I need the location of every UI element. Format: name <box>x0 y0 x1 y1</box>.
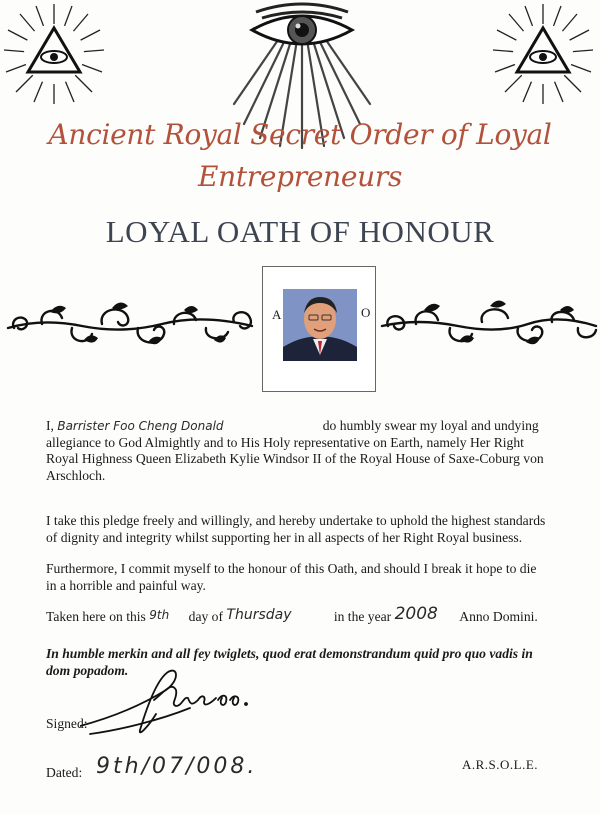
pledge-line-1: I take this pledge freely and willingly, and hereby undertake to uphold the highest standards <box>46 513 546 528</box>
order-title-line1: Ancient Royal Secret Order of Loyal <box>48 118 552 151</box>
taken-line <box>46 606 576 626</box>
latin-line-1: In humble merkin and all fey twiglets, quod erat demonstrandum quid pro quo vadis in <box>46 646 533 661</box>
taken-part1: Taken here on this <box>46 609 146 624</box>
handwritten-month: Thursday <box>226 607 292 623</box>
handwritten-name: Barrister Foo Cheng Donald <box>57 419 224 433</box>
pledge-paragraph <box>46 513 576 546</box>
oath-line-2: allegiance to God Almightly and to His Holy representative on Earth, namely Her Right <box>46 434 524 450</box>
commit-line-2: in a horrible and painful way. <box>46 577 206 593</box>
oath-heading: LOYAL OATH OF HONOUR <box>105 214 495 249</box>
pledge-line-2: of dignity and integrity whilst supporting her in all aspects of her Right Royal business. <box>46 529 523 545</box>
oath-line-3: Royal Highness Queen Elizabeth Kylie Windsor II of the Royal House of Saxe-Coburg von <box>46 451 544 466</box>
photo-letter-left: A <box>272 307 282 322</box>
acronym-label: A.R.S.O.L.E. <box>462 757 539 772</box>
eye-triangle-emblem-left <box>2 2 106 106</box>
ornamental-scroll-right <box>378 292 600 358</box>
oath-line-4: Arschloch. <box>46 467 106 483</box>
photo-letter-right: O <box>361 305 371 320</box>
taken-part2: day of <box>188 609 224 624</box>
handwritten-date: 9th/07/008. <box>96 754 258 779</box>
oath-prefix: I, <box>46 418 54 433</box>
eye-triangle-emblem-right <box>490 2 596 106</box>
handwritten-day: 9th <box>149 608 170 622</box>
taken-part3: in the year <box>333 609 392 624</box>
handwritten-signature <box>80 660 280 742</box>
oath-line1-rest: do humbly swear my loyal and undying <box>322 418 539 433</box>
oath-paragraph <box>46 418 576 484</box>
oath-line-1 <box>46 418 576 435</box>
taken-part4: Anno Domini. <box>459 609 538 624</box>
commit-paragraph <box>46 561 576 594</box>
dated-label: Dated: <box>46 765 83 780</box>
latin-line-2: dom popadom. <box>46 662 129 678</box>
order-title-line2: Entrepreneurs <box>197 160 403 193</box>
portrait-photo-frame <box>262 266 376 392</box>
commit-line-1: Furthermore, I commit myself to the honour of this Oath, and should I break it hope to die <box>46 561 537 576</box>
handwritten-year: 2008 <box>394 604 438 624</box>
signed-label: Signed: <box>46 716 88 731</box>
ornamental-scroll-left <box>2 292 260 358</box>
portrait-photo <box>283 289 357 361</box>
